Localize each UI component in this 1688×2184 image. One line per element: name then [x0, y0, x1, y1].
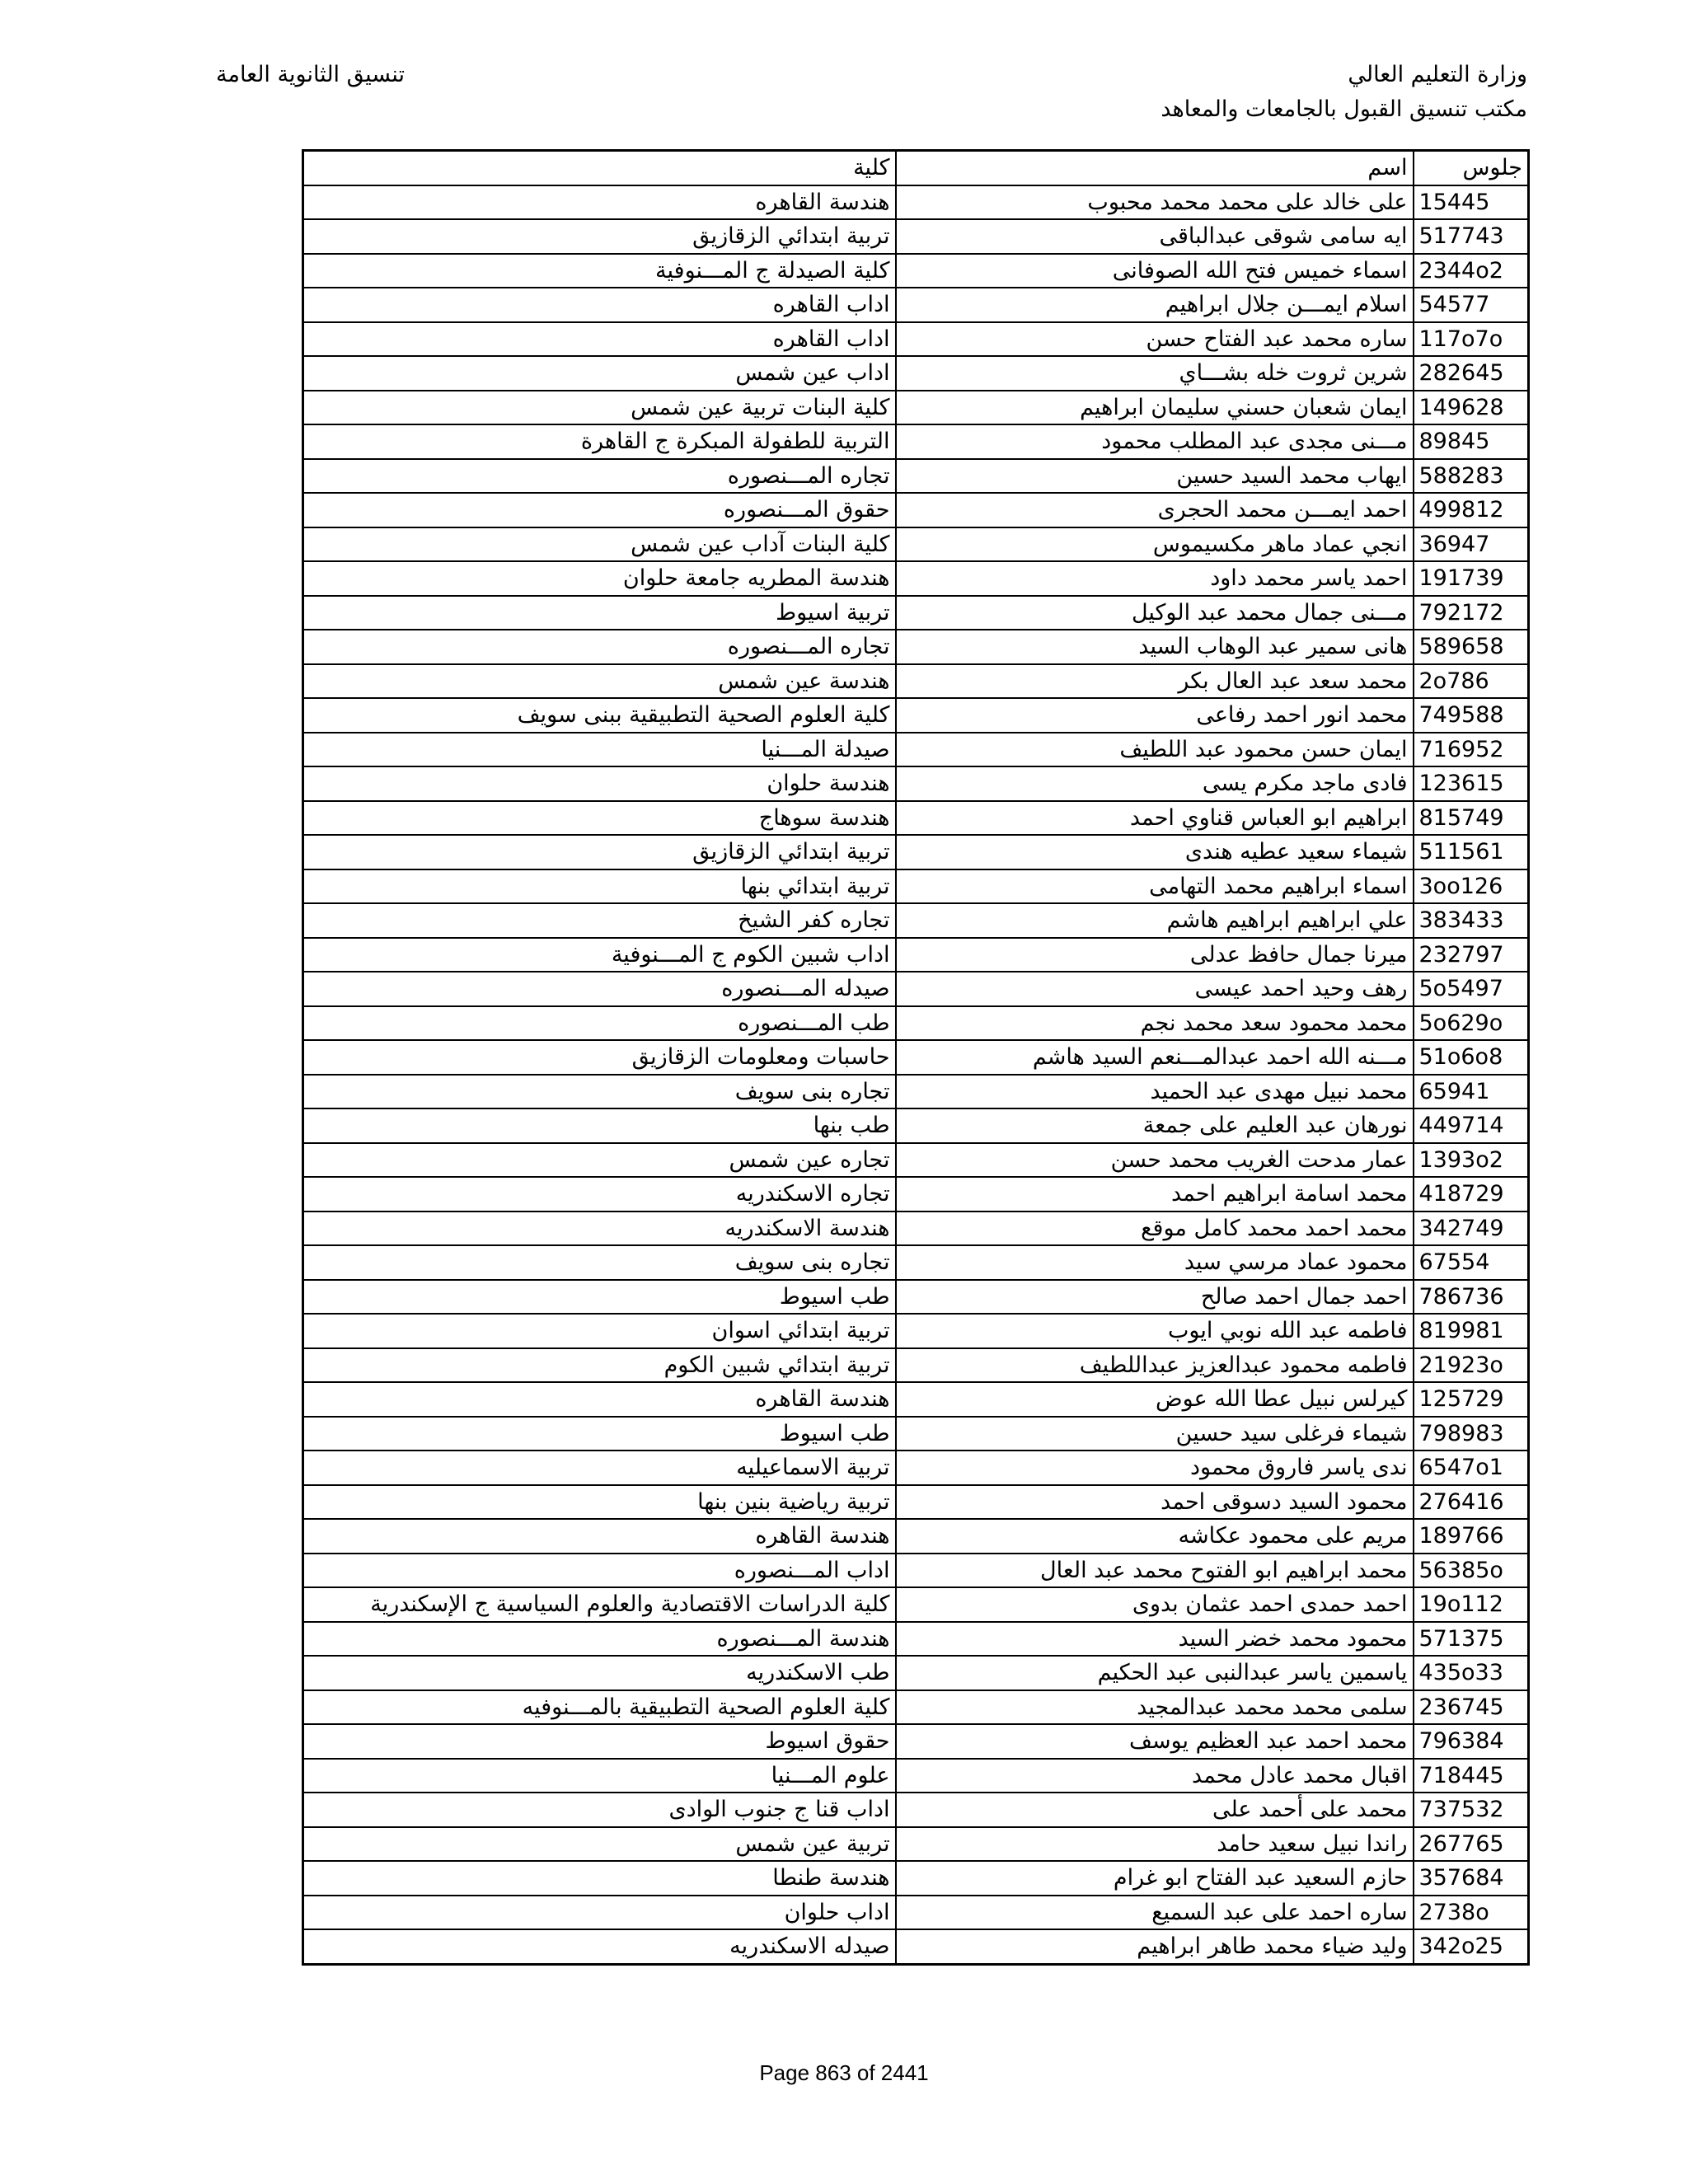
table-row: [303, 288, 1529, 322]
table-row: [303, 459, 1529, 494]
name-cell: محمود عماد مرسي سيد: [896, 1245, 1414, 1280]
faculty-cell: تربية رياضية بنين بنها: [303, 1485, 896, 1520]
seat-cell: 383433: [1414, 903, 1529, 938]
seat-cell: 149628: [1414, 391, 1529, 425]
header-name: اسم: [896, 151, 1414, 185]
name-cell: عمار مدحت الغريب محمد حسن: [896, 1143, 1414, 1178]
table-row: [303, 185, 1529, 220]
name-cell: ايمان شعبان حسني سليمان ابراهيم: [896, 391, 1414, 425]
faculty-cell: اداب القاهره: [303, 288, 896, 322]
faculty-cell: هندسة القاهره: [303, 185, 896, 220]
name-cell: فادى ماجد مكرم يسى: [896, 766, 1414, 801]
faculty-cell: تربية ابتدائي بنها: [303, 869, 896, 904]
name-cell: نورهان عبد العليم على جمعة: [896, 1108, 1414, 1143]
seat-cell: 2344o2: [1414, 254, 1529, 288]
name-cell: محمد احمد عبد العظيم يوسف: [896, 1724, 1414, 1759]
coordination-title: تنسيق الثانوية العامة: [216, 62, 406, 87]
seat-cell: 51o6o8: [1414, 1040, 1529, 1075]
seat-cell: 357684: [1414, 1861, 1529, 1896]
seat-cell: 517743: [1414, 219, 1529, 254]
name-cell: اقبال محمد عادل محمد: [896, 1759, 1414, 1793]
seat-cell: 815749: [1414, 801, 1529, 836]
seat-cell: 54577: [1414, 288, 1529, 322]
seat-cell: 716952: [1414, 733, 1529, 767]
table-row: [303, 835, 1529, 869]
seat-cell: 36947: [1414, 527, 1529, 562]
faculty-cell: هندسة القاهره: [303, 1519, 896, 1554]
table-row: [303, 1143, 1529, 1178]
name-cell: مـــنى جمال محمد عبد الوكيل: [896, 596, 1414, 630]
table-row: [303, 1554, 1529, 1588]
faculty-cell: هندسة حلوان: [303, 766, 896, 801]
seat-cell: 342o25: [1414, 1929, 1529, 1964]
faculty-cell: حقوق المـــنصوره: [303, 493, 896, 527]
table-row: [303, 219, 1529, 254]
seat-cell: 786736: [1414, 1280, 1529, 1315]
faculty-cell: حاسبات ومعلومات الزقازيق: [303, 1040, 896, 1075]
faculty-cell: تربية ابتدائي اسوان: [303, 1314, 896, 1348]
table-row: [303, 1382, 1529, 1417]
name-cell: محمد احمد محمد كامل موقع: [896, 1212, 1414, 1246]
seat-cell: 276416: [1414, 1485, 1529, 1520]
name-cell: محمد ابراهيم ابو الفتوح محمد عبد العال: [896, 1554, 1414, 1588]
table-row: [303, 1929, 1529, 1964]
seat-cell: 819981: [1414, 1314, 1529, 1348]
seat-cell: 2o786: [1414, 664, 1529, 699]
faculty-cell: طب اسيوط: [303, 1280, 896, 1315]
faculty-cell: طب الاسكندريه: [303, 1656, 896, 1690]
name-cell: علي ابراهيم ابراهيم هاشم: [896, 903, 1414, 938]
faculty-cell: تجاره المـــنصوره: [303, 459, 896, 494]
faculty-cell: اداب شبين الكوم ج المـــنوفية: [303, 938, 896, 972]
faculty-cell: صيدلة المـــنيا: [303, 733, 896, 767]
faculty-cell: اداب قنا ج جنوب الوادى: [303, 1793, 896, 1827]
table-row: [303, 1690, 1529, 1725]
seat-cell: 3oo126: [1414, 869, 1529, 904]
table-row: [303, 1348, 1529, 1383]
name-cell: رهف وحيد احمد عيسى: [896, 972, 1414, 1006]
table-row: [303, 1451, 1529, 1485]
seat-cell: 267765: [1414, 1827, 1529, 1862]
name-cell: ندى ياسر فاروق محمود: [896, 1451, 1414, 1485]
table-row: [303, 1314, 1529, 1348]
table-row: [303, 1280, 1529, 1315]
seat-cell: 236745: [1414, 1690, 1529, 1725]
name-cell: محمد انور احمد رفاعى: [896, 698, 1414, 733]
table-row: [303, 1622, 1529, 1657]
table-row: [303, 391, 1529, 425]
seat-cell: 418729: [1414, 1177, 1529, 1212]
table-row: [303, 1896, 1529, 1930]
faculty-cell: تجاره بنى سويف: [303, 1245, 896, 1280]
table-row: [303, 1006, 1529, 1041]
table-row: [303, 733, 1529, 767]
seat-cell: 89845: [1414, 424, 1529, 459]
name-cell: محمد اسامة ابراهيم احمد: [896, 1177, 1414, 1212]
seat-cell: 796384: [1414, 1724, 1529, 1759]
table-row: [303, 903, 1529, 938]
faculty-cell: صيدله الاسكندريه: [303, 1929, 896, 1964]
table-row: [303, 1656, 1529, 1690]
table-row: [303, 801, 1529, 836]
seat-cell: 282645: [1414, 356, 1529, 391]
seat-cell: 499812: [1414, 493, 1529, 527]
name-cell: محمود محمد خضر السيد: [896, 1622, 1414, 1657]
table-row: [303, 493, 1529, 527]
faculty-cell: تجاره المـــنصوره: [303, 630, 896, 664]
header-ministry-block: [1160, 58, 1527, 127]
seat-cell: 798983: [1414, 1417, 1529, 1451]
name-cell: انجي عماد ماهر مكسيموس: [896, 527, 1414, 562]
seat-cell: 21923o: [1414, 1348, 1529, 1383]
table-row: [303, 972, 1529, 1006]
faculty-cell: تربية ابتدائي شبين الكوم: [303, 1348, 896, 1383]
table-row: [303, 1485, 1529, 1520]
seat-cell: 449714: [1414, 1108, 1529, 1143]
name-cell: هانى سمير عبد الوهاب السيد: [896, 630, 1414, 664]
faculty-cell: طب اسيوط: [303, 1417, 896, 1451]
name-cell: احمد ايمـــن محمد الحجرى: [896, 493, 1414, 527]
seat-cell: 589658: [1414, 630, 1529, 664]
table-row: [303, 527, 1529, 562]
seat-cell: 15445: [1414, 185, 1529, 220]
seat-cell: 571375: [1414, 1622, 1529, 1657]
faculty-cell: تجاره بنى سويف: [303, 1075, 896, 1109]
faculty-cell: اداب المـــنصوره: [303, 1554, 896, 1588]
name-cell: شيماء سعيد عطيه هندى: [896, 835, 1414, 869]
seat-cell: 189766: [1414, 1519, 1529, 1554]
table-row: [303, 664, 1529, 699]
name-cell: وليد ضياء محمد طاهر ابراهيم: [896, 1929, 1414, 1964]
seat-cell: 342749: [1414, 1212, 1529, 1246]
faculty-cell: هندسة سوهاج: [303, 801, 896, 836]
faculty-cell: حقوق اسيوط: [303, 1724, 896, 1759]
table-row: [303, 1177, 1529, 1212]
faculty-cell: تربية ابتدائي الزقازيق: [303, 219, 896, 254]
faculty-cell: كلية البنات آداب عين شمس: [303, 527, 896, 562]
table-row: [303, 596, 1529, 630]
seat-cell: 65941: [1414, 1075, 1529, 1109]
table-row: [303, 322, 1529, 357]
name-cell: محمد على أحمد على: [896, 1793, 1414, 1827]
faculty-cell: كلية الصيدلة ج المـــنوفية: [303, 254, 896, 288]
faculty-cell: طب المـــنصوره: [303, 1006, 896, 1041]
table-row: [303, 1861, 1529, 1896]
name-cell: محمد محمود سعد محمد نجم: [896, 1006, 1414, 1041]
admissions-table: [302, 149, 1530, 1966]
faculty-cell: تربية الاسماعيليه: [303, 1451, 896, 1485]
faculty-cell: تربية ابتدائي الزقازيق: [303, 835, 896, 869]
faculty-cell: هندسة المـــنصوره: [303, 1622, 896, 1657]
name-cell: ايمان حسن محمود عبد اللطيف: [896, 733, 1414, 767]
faculty-cell: هندسة طنطا: [303, 1861, 896, 1896]
seat-cell: 5o5497: [1414, 972, 1529, 1006]
name-cell: حازم السعيد عبد الفتاح ابو غرام: [896, 1861, 1414, 1896]
name-cell: ياسمين ياسر عبدالنبى عبد الحكيم: [896, 1656, 1414, 1690]
seat-cell: 792172: [1414, 596, 1529, 630]
name-cell: ايهاب محمد السيد حسين: [896, 459, 1414, 494]
table-row: [303, 254, 1529, 288]
table-row: [303, 1759, 1529, 1793]
faculty-cell: تربية عين شمس: [303, 1827, 896, 1862]
name-cell: شيماء فرغلى سيد حسين: [896, 1417, 1414, 1451]
seat-cell: 19o112: [1414, 1587, 1529, 1622]
faculty-cell: تجاره كفر الشيخ: [303, 903, 896, 938]
faculty-cell: كلية العلوم الصحية التطبيقية بالمـــنوفيه: [303, 1690, 896, 1725]
seat-cell: 2738o: [1414, 1896, 1529, 1930]
table-row: [303, 356, 1529, 391]
table-row: [303, 1212, 1529, 1246]
name-cell: احمد حمدى احمد عثمان بدوى: [896, 1587, 1414, 1622]
table-row: [303, 1108, 1529, 1143]
faculty-cell: هندسة الاسكندريه: [303, 1212, 896, 1246]
name-cell: على خالد على محمد محمد محبوب: [896, 185, 1414, 220]
table-body: [303, 151, 1529, 1965]
seat-cell: 6547o1: [1414, 1451, 1529, 1485]
name-cell: كيرلس نبيل عطا الله عوض: [896, 1382, 1414, 1417]
name-cell: ساره محمد عبد الفتاح حسن: [896, 322, 1414, 357]
faculty-cell: صيدله المـــنصوره: [303, 972, 896, 1006]
seat-cell: 737532: [1414, 1793, 1529, 1827]
table-row: [303, 1827, 1529, 1862]
faculty-cell: هندسة القاهره: [303, 1382, 896, 1417]
ministry-title: وزارة التعليم العالي: [1348, 62, 1527, 87]
seat-cell: 123615: [1414, 766, 1529, 801]
name-cell: اسماء ابراهيم محمد التهامى: [896, 869, 1414, 904]
table-row: [303, 1793, 1529, 1827]
name-cell: فاطمه محمود عبدالعزيز عبداللطيف: [896, 1348, 1414, 1383]
seat-cell: 1393o2: [1414, 1143, 1529, 1178]
seat-cell: 56385o: [1414, 1554, 1529, 1588]
table-row: [303, 698, 1529, 733]
seat-cell: 117o7o: [1414, 322, 1529, 357]
name-cell: ساره احمد على عبد السميع: [896, 1896, 1414, 1930]
faculty-cell: اداب حلوان: [303, 1896, 896, 1930]
seat-cell: 588283: [1414, 459, 1529, 494]
name-cell: احمد جمال احمد صالح: [896, 1280, 1414, 1315]
table-row: [303, 1075, 1529, 1109]
table-row: [303, 1519, 1529, 1554]
seat-cell: 435o33: [1414, 1656, 1529, 1690]
page-number: Page 863 of 2441: [759, 2060, 929, 2085]
table-row: [303, 424, 1529, 459]
faculty-cell: اداب القاهره: [303, 322, 896, 357]
name-cell: محمد نبيل مهدى عبد الحميد: [896, 1075, 1414, 1109]
table-row: [303, 1040, 1529, 1075]
name-cell: احمد ياسر محمد داود: [896, 561, 1414, 596]
seat-cell: 511561: [1414, 835, 1529, 869]
table-row: [303, 766, 1529, 801]
faculty-cell: تجاره الاسكندريه: [303, 1177, 896, 1212]
name-cell: محمد سعد عبد العال بكر: [896, 664, 1414, 699]
table-row: [303, 1417, 1529, 1451]
faculty-cell: اداب عين شمس: [303, 356, 896, 391]
seat-cell: 718445: [1414, 1759, 1529, 1793]
table-row: [303, 1724, 1529, 1759]
table-row: [303, 938, 1529, 972]
name-cell: فاطمه عبد الله نوبي ايوب: [896, 1314, 1414, 1348]
faculty-cell: هندسة عين شمس: [303, 664, 896, 699]
name-cell: شرين ثروت خله بشـــاي: [896, 356, 1414, 391]
header-faculty: كلية: [303, 151, 896, 185]
name-cell: محمود السيد دسوقى احمد: [896, 1485, 1414, 1520]
table-row: [303, 1245, 1529, 1280]
name-cell: ايه سامى شوقى عبدالباقى: [896, 219, 1414, 254]
seat-cell: 749588: [1414, 698, 1529, 733]
name-cell: ابراهيم ابو العباس قناوي احمد: [896, 801, 1414, 836]
faculty-cell: هندسة المطريه جامعة حلوان: [303, 561, 896, 596]
table-row: [303, 1587, 1529, 1622]
seat-cell: 232797: [1414, 938, 1529, 972]
table-header-row: [303, 151, 1529, 185]
name-cell: ميرنا جمال حافظ عدلى: [896, 938, 1414, 972]
name-cell: اسلام ايمـــن جلال ابراهيم: [896, 288, 1414, 322]
table-row: [303, 561, 1529, 596]
name-cell: سلمى محمد محمد عبدالمجيد: [896, 1690, 1414, 1725]
faculty-cell: كلية العلوم الصحية التطبيقية ببنى سويف: [303, 698, 896, 733]
seat-cell: 5o629o: [1414, 1006, 1529, 1041]
table-row: [303, 630, 1529, 664]
name-cell: راندا نبيل سعيد حامد: [896, 1827, 1414, 1862]
office-title: مكتب تنسيق القبول بالجامعات والمعاهد: [1160, 96, 1527, 122]
seat-cell: 191739: [1414, 561, 1529, 596]
name-cell: مـــنه الله احمد عبدالمـــنعم السيد هاشم: [896, 1040, 1414, 1075]
faculty-cell: علوم المـــنيا: [303, 1759, 896, 1793]
name-cell: مريم على محمود عكاشه: [896, 1519, 1414, 1554]
table-row: [303, 869, 1529, 904]
header-seat: جلوس: [1414, 151, 1529, 185]
seat-cell: 125729: [1414, 1382, 1529, 1417]
name-cell: مـــنى مجدى عبد المطلب محمود: [896, 424, 1414, 459]
seat-cell: 67554: [1414, 1245, 1529, 1280]
name-cell: اسماء خميس فتح الله الصوفانى: [896, 254, 1414, 288]
faculty-cell: طب بنها: [303, 1108, 896, 1143]
faculty-cell: تجاره عين شمس: [303, 1143, 896, 1178]
faculty-cell: التربية للطفولة المبكرة ج القاهرة: [303, 424, 896, 459]
faculty-cell: تربية اسيوط: [303, 596, 896, 630]
faculty-cell: كلية الدراسات الاقتصادية والعلوم السياسية ج الإسكندرية: [303, 1587, 896, 1622]
faculty-cell: كلية البنات تربية عين شمس: [303, 391, 896, 425]
